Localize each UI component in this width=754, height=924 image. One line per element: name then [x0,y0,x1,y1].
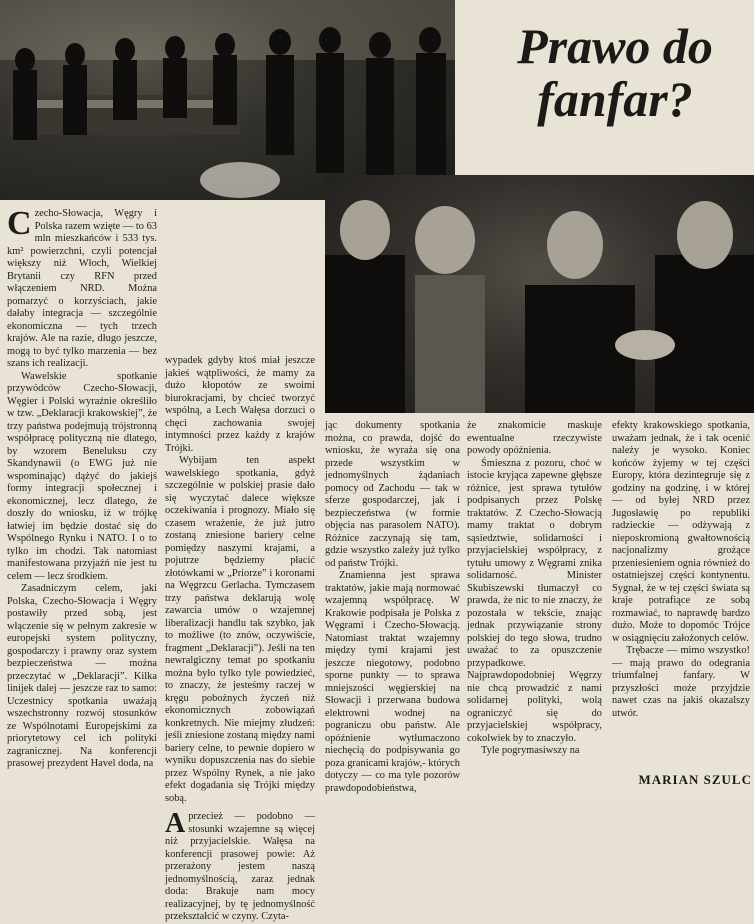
paragraph: Tyle pogrymasiwszy na [481,745,580,756]
article-column-2 [165,355,315,924]
article-column-1 [7,205,157,771]
author-byline: MARIAN SZULC [638,772,752,787]
paragraph-intro [7,205,157,371]
leaders-handshake-illustration [325,175,754,413]
paragraph: Znamienna jest sprawa traktatów, jakie mają normować wzajemną współpracę. W Krakowie podpisała je Polska z Węgrami i Czecho-Słowacją. Natomiast traktat wzajemny między tymi krajami jest jeszcze niegotowy, podobno sporne punkty — to sprawa mniejszości węgierskiej na Słowacji i przerwana budowa elektrowni wodnej na pograniczu obu państw. Ale opóźnienie wytłumaczono niechęcią do podpisywania go poza granicami krajów,- których dotyczy — co ma tyle pozorów prawdopodobieństwa, [325,570,460,794]
drop-cap: A [165,808,186,839]
article-headline: Prawo do fanfar? [517,18,713,127]
paragraph: efekty krakowskiego spotkania, uważam jednak, że i tak ocenić należy je wysoko. Koniec końców żyjemy w tej części Europy, która dezintegruje się z godziny na godzinę, i w której — od byłej NRD przez Jugosławię po republiki radzieckie — odżywają z nieposkromioną gwałtownością nacjonalizmy grożące przeniesieniem ognia również do ostatniejszej części kontynentu. Sygnał, że w tej części świata są kraje potrafiące ze sobą rozmawiać, to naprawdę bardzo dużo. Może to dopomóc Trójce w osiągnięciu założonych celów. [612,420,750,644]
paragraph: Śmieszna z pozoru, choć w istocie kryjąca zapewne głębsze różnice, jest sprawa tytułów podpisanych przez Polskę traktatów. Z Czecho-Słowacją mamy traktat o dobrym sąsiedztwie, solidarności i przyjacielskiej współpracy, z tytułu umowy z Węgrami znika solidarność. Minister Skubiszewski tłumaczył co prawda, że nic to nie znaczy, że pozostała w tekście, znając jednak przywiązanie strony polskiej do tego słowa, trudno uważać to za opuszczenie przypadkowe. Najprawdopodobniej Węgrzy nie chcą prowadzić z nami solidarnej polityki, wolą ograniczyć się do przyjacielskiej współpracy, cokolwiek by to znaczyło. [467,457,602,744]
paragraph: że znakomicie maskuje ewentualne rzeczywiste powody opóźnienia. [467,420,602,456]
signing-ceremony-photo [0,0,455,200]
paragraph: Wawelskie spotkanie przywódców Czecho-Słowacji, Węgier i Polski wyraźnie określiło w tzw. „Deklaracji krakowskiej”, że trzy państwa podejmują trójstronną współpracę polityczną nie dlatego, by wzorem Beneluksu czy Skandynawii (o EWG już nie wspominając) dążyć do jakiejś formy integracji społecznej i ekonomicznej, lecz dlatego, że doszły do wniosku, iż w trójkę łatwiej im będzie dostać się do Wspólnego Rynku i NATO. I o to tylko im chodzi. Tak natomiast manifestowana przyjaźń nie jest tu celem — lecz środkiem. [7,370,157,582]
paragraph: jąc dokumenty spotkania można, co prawda, dojść do wniosku, że wyraża się ona przede wszystkim w jednomyślnych żądaniach pomocy od Zachodu — tak w sferze gospodarczej, jak i bezpieczeństwa (w formie objęcia nas parasolem NATO). Różnice zaczynają się tam, gdzie wszystko zależy już tylko od państw Trójki. [325,420,460,569]
article-column-5 [612,420,750,720]
article-column-4 [467,420,602,758]
paragraph-text: przecież — podobno — stosunki wzajemne są więcej niż przyjacielskie. Wałęsa na konferencji prasowej powie: Aż przerażony jestem naszą jednomyślnością, zaraz jednak doda: Brakuje nam mocy realizacyjnej, by tę jednomyślność przekształcić w czyny. Czyta- [165,811,315,922]
paragraph: Zasadniczym celem, jaki Polska, Czecho-Słowacja i Węgry postawiły przed sobą, jest włączenie się w pełnym zakresie w europejski system polityczny, gospodarczy i prawny oraz system bezpieczeństwa — można przeczytać w „Deklaracji”. Kilka linijek dalej — jeszcze raz to samo: Uczestnicy spotkania uważają wszechstronny rozwój stosunków ze Wspólnotami Europejskimi za priorytetowy cel ich polityki zagranicznej. Na konferencji prasowej prezydent Havel doda, na [7,583,157,769]
drop-cap: C [7,205,32,242]
paragraph-with-dropcap [165,808,315,924]
leaders-handshake-photo [325,175,754,413]
paragraph: wypadek gdyby ktoś miał jeszcze jakieś wątpliwości, że mamy za dużo kłopotów ze swoimi biurokracjami, by chcieć tworzyć wspólną, a Lech Wałęsa dorzuci o chęci zachowania swojej intymności przez każdy z krajów Trójki. [165,355,315,454]
paragraph: Wybijam ten aspekt wawelskiego spotkania, gdyż szczególnie w polskiej prasie dało się wyczytać dalece większe oczekiwania i prognozy. Miało się czasem wrażenie, że już jutro zostaną zniesione bariery celne pomiędzy naszymi krajami, a pojutrze będziemy płacić złotówkami w „Priorze” i koronami na Węgrzcu Gerlacha. Tymczasem trzy państwa deklarują wolę zawarcia umów o wzajemnej liberalizacji handlu tak szybko, jak to możliwe (to znów, oczywiście, fragment „Deklaracji”). Jeśli na ten newralgiczny temat po spotkaniu można było tylko tyle powiedzieć, to znaczy, że jesteśmy raczej w kręgu pobożnych życzeń niż ekonomicznych zobowiązań konkretnych. Nie miejmy złudzeń: jeśli zniesione zostaną między nami bariery celne, to pewnie dopiero w wyniku dopuszczenia nas do siebie przez Wspólny Rynek, a nie jako efekt dogadania się Trójki między sobą. [165,455,315,804]
signing-ceremony-illustration [0,0,455,200]
article-column-3 [325,420,460,795]
paragraph-text: zecho-Słowacja, Węgry i Polska razem wzięte — to 63 mln mieszkańców i 533 tys. km² powierzchni, czyli potencjał większy niż Włoch, Wielkiej Brytanii czy RFN przed włączeniem NRD. Można pomarzyć o korzyściach, jakie dałaby integracja — szczególnie ekonomiczna — tych trzech krajów. Ale na razie, długo jeszcze, mogą to być tylko marzenia — bez szans ich realizacji. [7,208,157,369]
paragraph: Trębacze — mimo wszystko! — mają prawo do odegrania triumfalnej fanfary. W przyszłości może przyjdzie nawet czas na jakiś okazalszy utwór. [612,645,750,719]
